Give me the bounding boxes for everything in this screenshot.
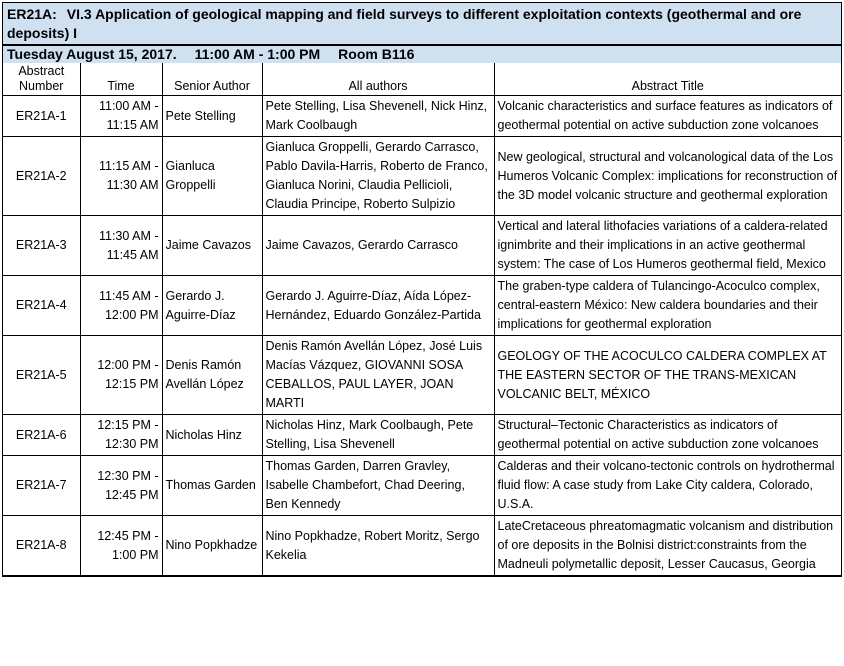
abstract-time: 11:15 AM - 11:30 AM — [80, 137, 162, 216]
senior-author: Gianluca Groppelli — [162, 137, 262, 216]
abstract-title: Vertical and lateral lithofacies variations of a caldera-related ignimbrite and their implications in an active geothermal system: The case of Los Humeros geothermal field, Mexico — [494, 216, 841, 276]
abstracts-table — [3, 63, 841, 576]
abstract-number: ER21A-5 — [3, 336, 80, 415]
all-authors: Pete Stelling, Lisa Shevenell, Nick Hinz, Mark Coolbaugh — [262, 96, 494, 137]
abstract-time: 12:30 PM - 12:45 PM — [80, 456, 162, 516]
table-row — [3, 456, 841, 516]
table-row — [3, 137, 841, 216]
all-authors: Jaime Cavazos, Gerardo Carrasco — [262, 216, 494, 276]
session-title: VI.3 Application of geological mapping and field surveys to different exploitation contexts (geothermal and ore deposits) I — [7, 6, 802, 41]
abstract-title: The graben-type caldera of Tulancingo-Acoculco complex, central-eastern México: New caldera boundaries and their implications for geothermal exploration — [494, 276, 841, 336]
abstract-number: ER21A-4 — [3, 276, 80, 336]
session-room: Room B116 — [338, 46, 415, 62]
header-abstract-number: Abstract Number — [3, 63, 80, 96]
abstract-number: ER21A-7 — [3, 456, 80, 516]
table-header-row — [3, 63, 841, 96]
abstract-title: Calderas and their volcano-tectonic controls on hydrothermal fluid flow: A case study from Lake City caldera, Colorado, U.S.A. — [494, 456, 841, 516]
table-row — [3, 415, 841, 456]
abstract-title: LateCretaceous phreatomagmatic volcanism and distribution of ore deposits in the Bolnisi district:constraints from the Madneuli polymetallic deposit, Lesser Caucasus, Georgia — [494, 516, 841, 576]
all-authors: Gianluca Groppelli, Gerardo Carrasco, Pablo Davila-Harris, Roberto de Franco, Gianluca Norini, Claudia Pellicioli, Claudia Principe, Roberto Sulpizio — [262, 137, 494, 216]
session-datetime-line — [3, 45, 841, 63]
header-all-authors: All authors — [262, 63, 494, 96]
senior-author: Nicholas Hinz — [162, 415, 262, 456]
all-authors: Nicholas Hinz, Mark Coolbaugh, Pete Stelling, Lisa Shevenell — [262, 415, 494, 456]
senior-author: Jaime Cavazos — [162, 216, 262, 276]
senior-author: Nino Popkhadze — [162, 516, 262, 576]
abstract-number: ER21A-2 — [3, 137, 80, 216]
all-authors: Denis Ramón Avellán López, José Luis Macías Vázquez, GIOVANNI SOSA CEBALLOS, PAUL LAYER, JOAN MARTI — [262, 336, 494, 415]
all-authors: Gerardo J. Aguirre-Díaz, Aída López-Hernández, Eduardo González-Partida — [262, 276, 494, 336]
all-authors: Thomas Garden, Darren Gravley, Isabelle Chambefort, Chad Deering, Ben Kennedy — [262, 456, 494, 516]
abstract-title: New geological, structural and volcanological data of the Los Humeros Volcanic Complex: implications for reconstruction of the 3D model volcanic structure and geothermal exploration — [494, 137, 841, 216]
all-authors: Nino Popkhadze, Robert Moritz, Sergo Kekelia — [262, 516, 494, 576]
header-time: Time — [80, 63, 162, 96]
session-header — [3, 3, 841, 45]
session-date: Tuesday August 15, 2017. — [7, 46, 177, 62]
abstract-number: ER21A-3 — [3, 216, 80, 276]
abstract-time: 11:00 AM - 11:15 AM — [80, 96, 162, 137]
abstract-time: 12:15 PM - 12:30 PM — [80, 415, 162, 456]
abstract-number: ER21A-6 — [3, 415, 80, 456]
senior-author: Gerardo J. Aguirre-Díaz — [162, 276, 262, 336]
abstract-time: 11:30 AM - 11:45 AM — [80, 216, 162, 276]
table-row — [3, 516, 841, 576]
senior-author: Thomas Garden — [162, 456, 262, 516]
abstract-time: 12:00 PM - 12:15 PM — [80, 336, 162, 415]
abstract-title: Volcanic characteristics and surface features as indicators of geothermal potential on active subduction zone volcanoes — [494, 96, 841, 137]
session-code: ER21A: — [7, 6, 57, 22]
session-schedule — [2, 2, 842, 577]
session-time: 11:00 AM - 1:00 PM — [194, 46, 321, 62]
abstract-time: 11:45 AM - 12:00 PM — [80, 276, 162, 336]
abstract-time: 12:45 PM - 1:00 PM — [80, 516, 162, 576]
table-row — [3, 96, 841, 137]
senior-author: Denis Ramón Avellán López — [162, 336, 262, 415]
abstract-number: ER21A-1 — [3, 96, 80, 137]
abstract-number: ER21A-8 — [3, 516, 80, 576]
table-row — [3, 276, 841, 336]
table-row — [3, 216, 841, 276]
session-title-line — [7, 5, 837, 43]
senior-author: Pete Stelling — [162, 96, 262, 137]
abstract-title: Structural–Tectonic Characteristics as indicators of geothermal potential on active subduction zone volcanoes — [494, 415, 841, 456]
header-senior-author: Senior Author — [162, 63, 262, 96]
header-abstract-title: Abstract Title — [494, 63, 841, 96]
table-row — [3, 336, 841, 415]
abstract-title: GEOLOGY OF THE ACOCULCO CALDERA COMPLEX AT THE EASTERN SECTOR OF THE TRANS-MEXICAN VOLCANIC BELT, MÉXICO — [494, 336, 841, 415]
